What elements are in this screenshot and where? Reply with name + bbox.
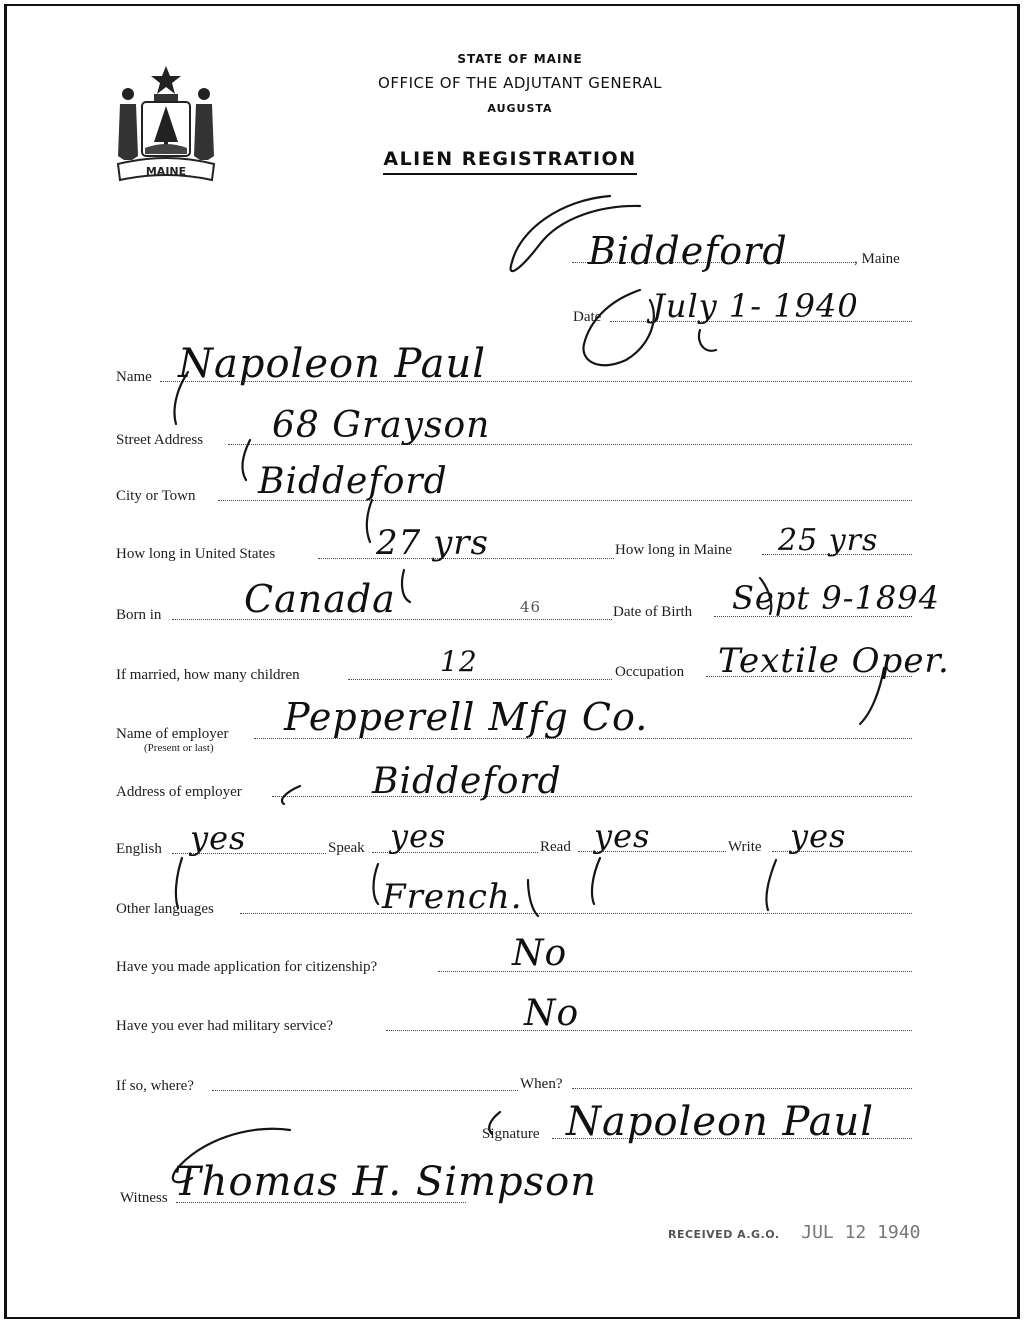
employer-address-value: Biddeford (372, 761, 562, 802)
name-label: Name (116, 369, 152, 385)
military-value: No (524, 993, 580, 1034)
occupation-label: Occupation (615, 664, 685, 680)
citizenship-line (438, 971, 912, 972)
office-heading: OFFICE OF THE ADJUTANT GENERAL (378, 74, 662, 92)
when-label: When? (520, 1076, 563, 1092)
how-long-us-value: 27 yrs (376, 523, 489, 563)
received-stamp: RECEIVED A.G.O. JUL 12 1940 (668, 1222, 921, 1243)
maine-label: , Maine (854, 251, 900, 267)
city-value: Biddeford (258, 461, 448, 502)
city-label: City or Town (116, 488, 196, 504)
when-line (572, 1088, 912, 1089)
military-line (386, 1030, 912, 1031)
signature-label: Signature (482, 1126, 540, 1142)
citizenship-value: No (512, 933, 568, 974)
children-value: 12 (440, 645, 478, 678)
state-heading: STATE OF MAINE (457, 52, 583, 66)
form-title: ALIEN REGISTRATION (340, 148, 680, 175)
witness-value: Thomas H. Simpson (174, 1159, 597, 1205)
street-value: 68 Grayson (272, 405, 491, 446)
speak-value: yes (390, 817, 447, 855)
witness-label: Witness (120, 1190, 168, 1206)
military-label: Have you ever had military service? (116, 1018, 333, 1034)
name-value: Napoleon Paul (178, 341, 487, 387)
maine-state-seal (112, 64, 220, 186)
employer-address-label: Address of employer (116, 784, 242, 800)
where-label: If so, where? (116, 1078, 194, 1094)
how-long-maine-value: 25 yrs (778, 523, 879, 558)
signature-value: Napoleon Paul (566, 1099, 875, 1145)
other-languages-value: French. (382, 877, 523, 917)
city-heading: AUGUSTA (487, 102, 553, 115)
date-value: July 1- 1940 (652, 287, 859, 325)
write-label: Write (728, 839, 762, 855)
citizenship-label: Have you made application for citizenship? (116, 959, 378, 975)
date-label: Date (573, 309, 602, 325)
other-languages-line (240, 913, 912, 914)
street-label: Street Address (116, 432, 204, 448)
town-value: Biddeford (588, 229, 788, 273)
where-line (212, 1090, 518, 1091)
employer-value: Pepperell Mfg Co. (284, 695, 649, 739)
svg-text:MAINE: MAINE (145, 165, 187, 178)
write-value: yes (790, 817, 847, 855)
other-languages-label: Other languages (116, 901, 214, 917)
dob-label: Date of Birth (613, 604, 693, 620)
how-long-maine-label: How long in Maine (615, 542, 733, 558)
speak-label: Speak (328, 840, 365, 856)
read-value: yes (594, 817, 651, 855)
employer-label: Name of employer (116, 726, 229, 742)
born-in-label: Born in (116, 607, 162, 623)
dob-value: Sept 9-1894 (732, 579, 940, 617)
born-in-value: Canada (244, 577, 396, 621)
english-value: yes (190, 819, 247, 857)
how-long-us-label: How long in United States (116, 546, 276, 562)
children-label: If married, how many children (116, 667, 300, 683)
employer-address-line (272, 796, 912, 797)
born-note: 46 (520, 598, 542, 616)
occupation-value: Textile Oper. (718, 641, 950, 681)
employer-note: (Present or last) (144, 742, 214, 754)
read-label: Read (540, 839, 571, 855)
children-line (348, 679, 612, 680)
english-label: English (116, 841, 162, 857)
